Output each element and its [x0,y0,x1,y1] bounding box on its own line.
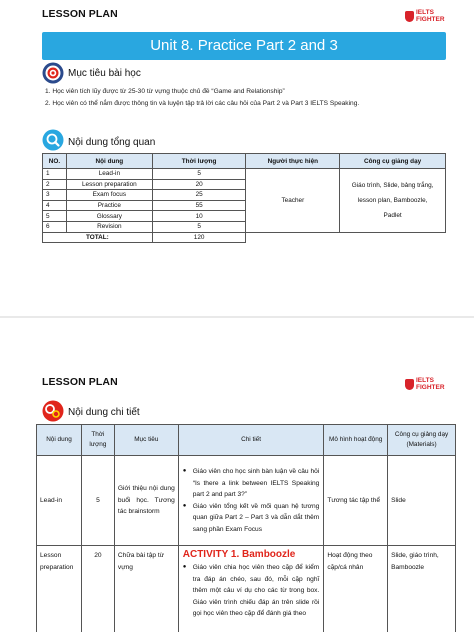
row-content: Lesson preparation [66,179,152,190]
row-model: Tương tác tập thể [324,456,388,546]
total-value: 120 [152,232,246,243]
overview-title: Nội dung tổng quan [68,137,156,148]
header-detail: Chi tiết [178,425,324,456]
objectives-title: Mục tiêu bài học [68,68,141,79]
ielts-fighter-logo [405,376,443,396]
row-content: Practice [66,200,152,211]
activity-heading: ACTIVITY 1. Bamboozle [182,549,296,560]
row-goal: Giới thiệu nội dung buổi học. Tương tác brainstorm [114,456,178,546]
row-time: 5 [152,169,246,180]
logo-text-line2: FIGHTER [416,16,445,23]
header-time-line: lượng [89,441,107,448]
page-header-title: LESSON PLAN [42,376,118,388]
row-no: 1 [43,169,67,180]
empty-cell [340,232,446,243]
tools-line: Padlet [383,211,402,219]
ielts-fighter-logo [405,8,443,28]
row-model: Hoạt động theo cặp/cá nhân [324,546,388,632]
tools-cell [340,169,446,233]
logo-shield-icon [405,379,414,390]
row-content: Glossary [66,211,152,222]
table-row [37,456,456,546]
target-icon [42,62,64,84]
row-time: 20 [81,546,114,632]
detail-title: Nội dung chi tiết [68,407,140,418]
row-content: Exam focus [66,190,152,201]
empty-cell [246,232,340,243]
unit-title-banner: Unit 8. Practice Part 2 and 3 [42,32,446,60]
page-header-title: LESSON PLAN [42,8,118,20]
row-goal: Chữa bài tập từ vựng [114,546,178,632]
header-time: Thời lượng [152,154,246,169]
row-time: 5 [152,221,246,232]
logo-text-line1: IELTS [416,9,434,16]
row-time: 10 [152,211,246,222]
total-label: TOTAL: [43,232,153,243]
lesson-plan-page-2 [0,318,474,632]
performer-cell: Teacher [246,169,340,233]
header-tools-line: (Materials) [406,441,437,448]
tools-line: Giáo trình, Slide, bảng trắng, [351,181,434,189]
header-goal: Mục tiêu [114,425,178,456]
row-no: 5 [43,211,67,222]
row-detail [178,546,324,632]
header-performer: Người thực hiện [246,154,340,169]
row-time: 55 [152,200,246,211]
objective-item: 1. Học viên tích lũy được từ 25-30 từ vựng thuộc chủ đề “Game and Relationship” [45,88,285,95]
detail-table [36,424,456,632]
header-time-line: Thời [91,431,105,438]
row-time: 20 [152,179,246,190]
row-no: 6 [43,221,67,232]
row-no: 4 [43,200,67,211]
row-detail [178,456,324,546]
header-model: Mô hình hoạt động [324,425,388,456]
logo-shield-icon [405,11,414,22]
row-no: 3 [43,190,67,201]
search-icon [42,129,64,151]
row-tools: Slide [388,456,456,546]
objective-item: 2. Học viên có thể nắm được thông tin và luyện tập trả lời các câu hỏi của Part 2 và Part 3 IELTS Speaking. [45,100,360,107]
detail-gears-icon [42,400,64,422]
row-content: Lead-in [37,456,82,546]
tools-line: lesson plan, Bamboozle, [357,196,428,204]
row-content: Lead-in [66,169,152,180]
row-tools: Slide, giáo trình, Bamboozle [388,546,456,632]
total-row [43,232,446,243]
detail-bullet: ● Giáo viên cho học sinh bàn luận về câu hỏi “Is there a link between IELTS Speaking part 2 and part 3?” [183,466,320,501]
header-no: NO. [43,154,67,169]
row-time: 25 [152,190,246,201]
header-tools: Công cụ giảng dạy [340,154,446,169]
header-time [81,425,114,456]
row-content: Lesson preparation [37,546,82,632]
row-time: 5 [81,456,114,546]
row-content: Revision [66,221,152,232]
logo-text-line1: IELTS [416,377,434,384]
header-tools [388,425,456,456]
table-row [43,169,446,180]
row-no: 2 [43,179,67,190]
detail-bullet: ● Giáo viên chia học viên theo cặp để kiểm tra đáp án chéo, sau đó, mỗi cặp nghĩ thêm một câu ví dụ cho các từ trong box. Giáo viên trình chiếu đáp án trên slide rồi gọi học viên theo cặp để đánh giá theo [183,562,320,620]
header-content: Nội dung [37,425,82,456]
header-tools-line: Công cụ giảng dạy [394,431,449,438]
header-content: Nội dung [66,154,152,169]
logo-text-line2: FIGHTER [416,384,445,391]
overview-table [42,153,446,243]
table-row [37,546,456,632]
detail-bullet: ● Giáo viên tổng kết về mối quan hệ tương quan giữa Part 2 – Part 3 và dẫn dắt thêm sang phần Exam Focus [183,501,320,536]
